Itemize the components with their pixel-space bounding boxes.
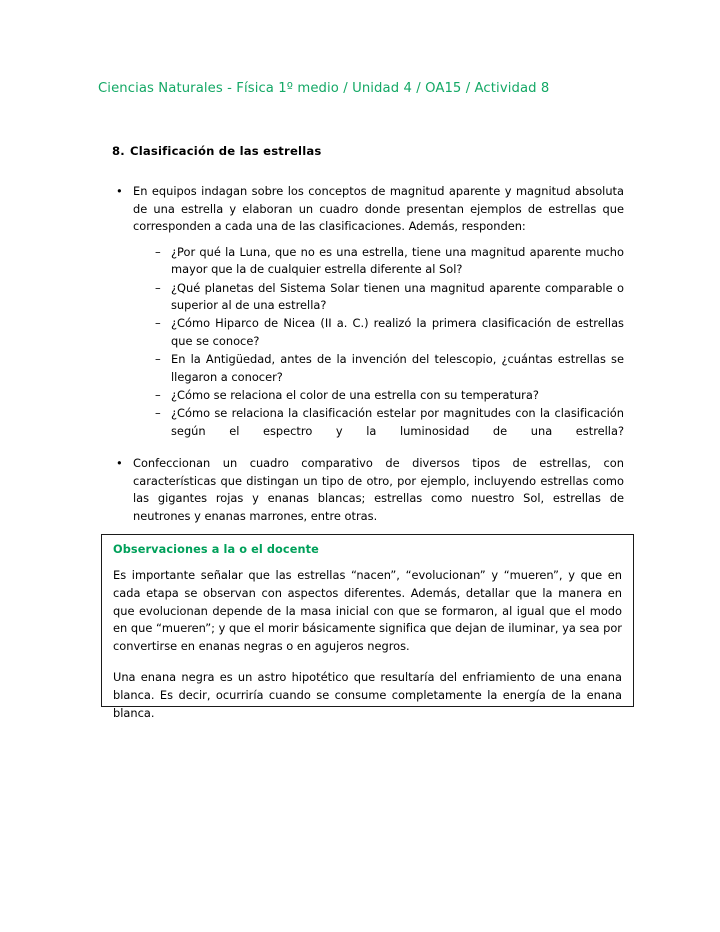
bullet-list [112,183,624,526]
list-item [155,351,624,386]
activity-title: Clasificación de las estrellas [130,144,322,158]
activity-content [112,183,624,530]
list-item-text: ¿Por qué la Luna, que no es una estrella, tiene una magnitud aparente mucho mayor que la de cualquier estrella diferente al Sol? [171,244,624,277]
dash-marker-icon: – [155,244,161,259]
bullet-marker-icon: • [116,456,123,471]
breadcrumb: Ciencias Naturales - Física 1º medio / Unidad 4 / OA15 / Actividad 8 [98,81,550,96]
observations-title: Observaciones a la o el docente [113,543,319,556]
dash-marker-icon: – [155,316,161,331]
dash-marker-icon: – [155,388,161,403]
list-item [155,315,624,350]
list-item-text: Confeccionan un cuadro comparativo de diversos tipos de estrellas, con características que distingan un tipo de otro, por ejemplo, incluyendo estrellas como las gigantes rojas y enanas blancas; estrellas como nuestro Sol, estrellas de neutrones y enanas marrones, entre otras. [133,456,624,524]
spacer [133,442,624,451]
list-item-text: En equipos indagan sobre los conceptos de magnitud aparente y magnitud absoluta de una estrella y elaboran un cuadro donde presentan ejemplos de estrellas que corresponden a cada una de las clasificaciones. Además, responden: [133,184,624,234]
list-item-text: En la Antigüedad, antes de la invención del telescopio, ¿cuántas estrellas se llegaron a conocer? [171,352,624,384]
list-item [155,387,624,404]
list-item [155,280,624,315]
list-item [112,455,624,525]
list-item [155,244,624,279]
activity-number: 8. [112,144,125,158]
list-item-text: ¿Cómo se relaciona el color de una estrella con su temperatura? [171,388,539,403]
sub-question-list [133,244,624,440]
list-item-text: ¿Qué planetas del Sistema Solar tienen una magnitud aparente comparable o superior al de una estrella? [171,280,624,312]
dash-marker-icon: – [155,280,161,295]
observations-box [101,534,634,720]
bullet-marker-icon: • [116,184,123,198]
list-item [155,405,624,440]
list-item [112,183,624,451]
dash-marker-icon: – [155,352,161,367]
observations-paragraph: Es importante señalar que las estrellas “nacen”, “evolucionan” y “mueren”, y que en cada etapa se observan con aspectos diferentes. Además, detallar que la manera en que evolucionan depende de la masa inicial con que se formaron, al igual que el modo en que “mueren”; y que el morir básicamente significa que dejan de iluminar, ya sea por convertirse en enanas negras o en agujeros negros. [113,568,622,654]
activity-heading [112,143,612,159]
list-item-text: ¿Cómo se relaciona la clasificación estelar por magnitudes con la clasificación según el espectro y la luminosidad de una estrella? [171,406,624,438]
dash-marker-icon: – [155,406,161,421]
list-item-text: ¿Cómo Hiparco de Nicea (II a. C.) realizó la primera clasificación de estrellas que se conoce? [171,316,624,348]
observations-paragraph: Una enana negra es un astro hipotético que resultaría del enfriamiento de una enana blanca. Es decir, ocurriría cuando se consume completamente la energía de la enana blanca. [113,669,622,720]
